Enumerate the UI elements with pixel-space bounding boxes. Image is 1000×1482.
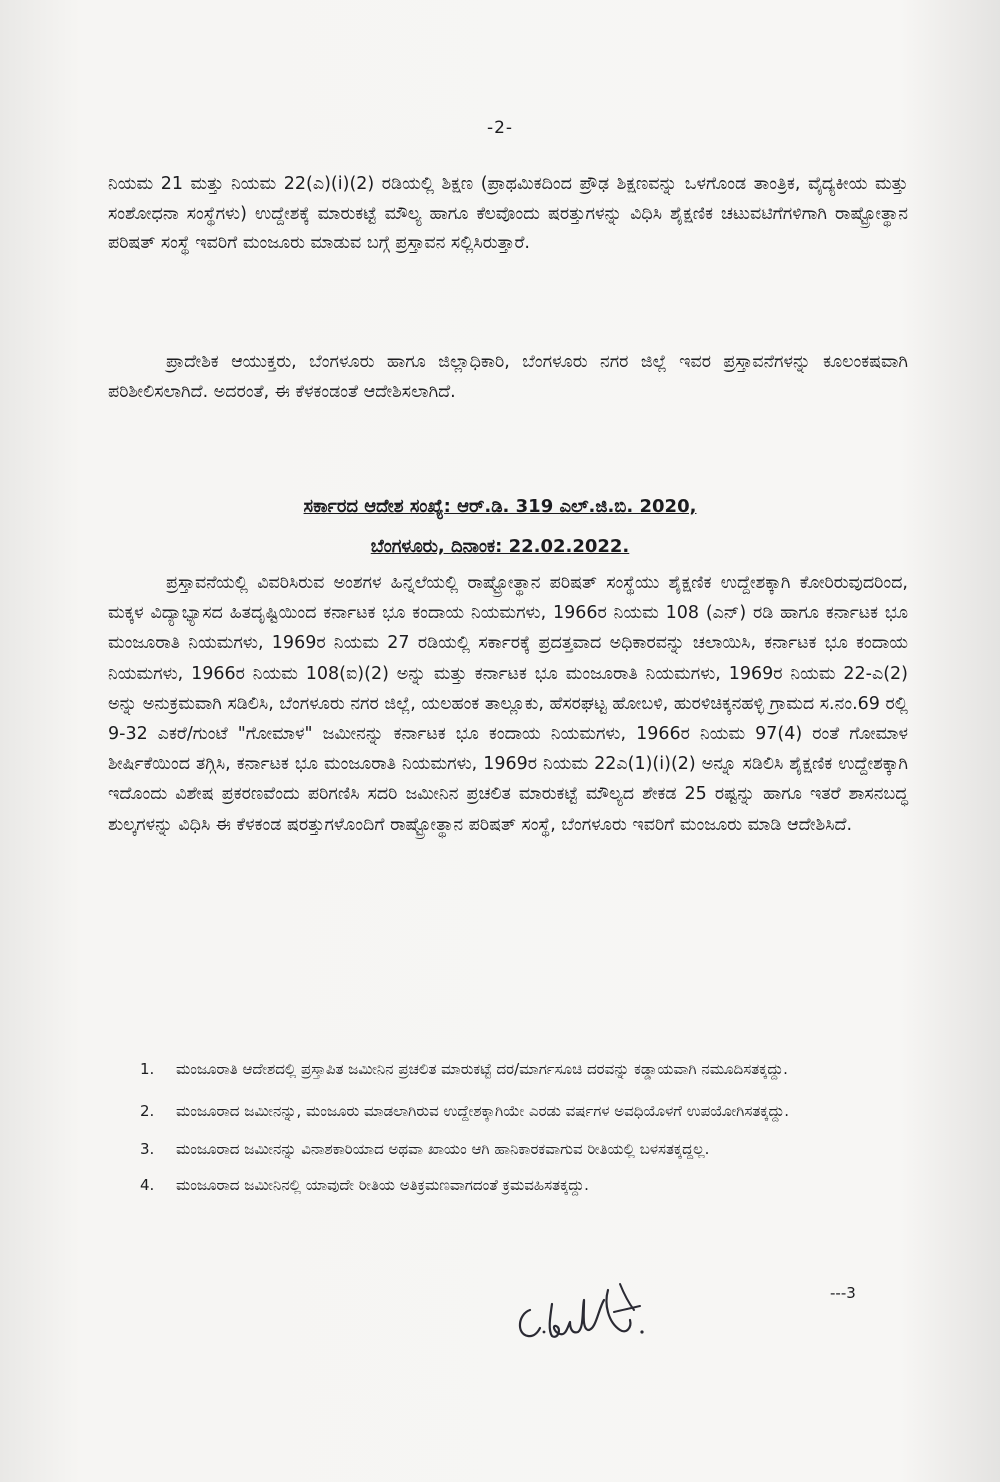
condition-number: 3. (140, 1140, 155, 1158)
list-item (140, 1138, 910, 1160)
intro-paragraph: ನಿಯಮ 21 ಮತ್ತು ನಿಯಮ 22(ಎ)(i)(2) ರಡಿಯಲ್ಲಿ ಶಿಕ್ಷಣ (ಪ್ರಾಥಮಿಕದಿಂದ ಪ್ರೌಢ ಶಿಕ್ಷಣವನ್ನು ಒಳಗೊಂಡ ತಾಂತ್ರಿಕ, ವೈದ್ಯಕೀಯ ಮತ್ತು ಸಂಶೋಧನಾ ಸಂಸ್ಥೆಗಳು) ಉದ್ದೇಶಕ್ಕೆ ಮಾರುಕಟ್ಟೆ ಮೌಲ್ಯ ಹಾಗೂ ಕೆಲವೊಂದು ಷರತ್ತುಗಳನ್ನು ವಿಧಿಸಿ ಶೈಕ್ಷಣಿಕ ಚಟುವಟಿಗೆಗಳಿಗಾಗಿ ರಾಷ್ಟ್ರೋತ್ಥಾನ ಪರಿಷತ್ ಸಂಸ್ಥೆ ಇವರಿಗೆ ಮಂಜೂರು ಮಾಡುವ ಬಗ್ಗೆ ಪ್ರಸ್ತಾವನ ಸಲ್ಲಿಸಿರುತ್ತಾರೆ. (108, 174, 908, 253)
handwritten-signature-icon (508, 1270, 688, 1360)
condition-number: 4. (140, 1176, 155, 1194)
condition-number: 1. (140, 1060, 155, 1078)
list-item (140, 1174, 910, 1196)
condition-text: ಮಂಜೂರಾದ ಜಮೀನನ್ನು ವಿನಾಶಕಾರಿಯಾದ ಅಥವಾ ಖಾಯಂ ಆಗಿ ಹಾನಿಕಾರಕವಾಗುವ ರೀತಿಯಲ್ಲಿ ಬಳಸತಕ್ಕದ್ದಲ್ಲ. (176, 1140, 710, 1158)
list-item (140, 1100, 910, 1122)
continued-marker: ---3 (830, 1284, 856, 1302)
condition-text: ಮಂಜೂರಾದ ಜಮೀನಿನಲ್ಲಿ ಯಾವುದೇ ರೀತಿಯ ಅತಿಕ್ರಮಣವಾಗದಂತೆ ಕ್ರಮವಹಿಸತಕ್ಕದ್ದು. (176, 1176, 589, 1194)
condition-number: 2. (140, 1102, 155, 1120)
list-item (140, 1058, 910, 1080)
page-number: -2- (486, 118, 514, 138)
review-paragraph: ಪ್ರಾದೇಶಿಕ ಆಯುಕ್ತರು, ಬೆಂಗಳೂರು ಹಾಗೂ ಜಿಲ್ಲಾಧಿಕಾರಿ, ಬೆಂಗಳೂರು ನಗರ ಜಿಲ್ಲೆ ಇವರ ಪ್ರಸ್ತಾವನೆಗಳನ್ನು ಕೂಲಂಕಷವಾಗಿ ಪರಿಶೀಲಿಸಲಾಗಿದೆ. ಅದರಂತೆ, ಈ ಕೆಳಕಂಡಂತೆ ಆದೇಶಿಸಲಾಗಿದೆ. (108, 352, 908, 402)
condition-text: ಮಂಜೂರಾತಿ ಆದೇಶದಲ್ಲಿ ಪ್ರಸ್ತಾಪಿತ ಜಮೀನಿನ ಪ್ರಚಲಿತ ಮಾರುಕಟ್ಟೆ ದರ/ಮಾರ್ಗಸೂಚಿ ದರವನ್ನು ಕಡ್ಡಾಯವಾಗಿ ನಮೂದಿಸತಕ್ಕದ್ದು. (176, 1060, 788, 1078)
conditions-list (140, 1058, 910, 1216)
order-number-heading: ಸರ್ಕಾರದ ಆದೇಶ ಸಂಖ್ಯೆ: ಆರ್.ಡಿ. 319 ಎಲ್.ಜಿ.ಬಿ. 2020, (303, 496, 697, 517)
order-date-heading: ಬೆಂಗಳೂರು, ದಿನಾಂಕ: 22.02.2022. (370, 536, 630, 557)
order-paragraph: ಪ್ರಸ್ತಾವನೆಯಲ್ಲಿ ವಿವರಿಸಿರುವ ಅಂಶಗಳ ಹಿನ್ನಲೆಯಲ್ಲಿ ರಾಷ್ಟ್ರೋತ್ಥಾನ ಪರಿಷತ್ ಸಂಸ್ಥೆಯು ಶೈಕ್ಷಣಿಕ ಉದ್ದೇಶಕ್ಕಾಗಿ ಕೋರಿರುವುದರಿಂದ, ಮಕ್ಕಳ ವಿದ್ಯಾಭ್ಯಾಸದ ಹಿತದೃಷ್ಟಿಯಿಂದ ಕರ್ನಾಟಕ ಭೂ ಕಂದಾಯ ನಿಯಮಗಳು, 1966ರ ನಿಯಮ 108 (ಎನ್) ರಡಿ ಹಾಗೂ ಕರ್ನಾಟಕ ಭೂ ಮಂಜೂರಾತಿ ನಿಯಮಗಳು, 1969ರ ನಿಯಮ 27 ರಡಿಯಲ್ಲಿ ಸರ್ಕಾರಕ್ಕೆ ಪ್ರದತ್ತವಾದ ಅಧಿಕಾರವನ್ನು ಚಲಾಯಿಸಿ, ಕರ್ನಾಟಕ ಭೂ ಕಂದಾಯ ನಿಯಮಗಳು, 1966ರ ನಿಯಮ 108(ಐ)(2) ಅನ್ನು ಮತ್ತು ಕರ್ನಾಟಕ ಭೂ ಮಂಜೂರಾತಿ ನಿಯಮಗಳು, 1969ರ ನಿಯಮ 22-ಎ(2) ಅನ್ನು ಅನುಕ್ರಮವಾಗಿ ಸಡಿಲಿಸಿ, ಬೆಂಗಳೂರು ನಗರ ಜಿಲ್ಲೆ, ಯಲಹಂಕ ತಾಲ್ಲೂಕು, ಹೆಸರಘಟ್ಟ ಹೋಬಳಿ, ಹುರಳಿಚಿಕ್ಕನಹಳ್ಳಿ ಗ್ರಾಮದ ಸ.ನಂ.69 ರಲ್ಲಿ 9-32 ಎಕರೆ/ಗುಂಟೆ "ಗೋಮಾಳ" ಜಮೀನನ್ನು ಕರ್ನಾಟಕ ಭೂ ಕಂದಾಯ ನಿಯಮಗಳು, 1966ರ ನಿಯಮ 97(4) ರಂತೆ ಗೋಮಾಳ ಶೀರ್ಷಿಕೆಯಿಂದ ತಗ್ಗಿಸಿ, ಕರ್ನಾಟಕ ಭೂ ಮಂಜೂರಾತಿ ನಿಯಮಗಳು, 1969ರ ನಿಯಮ 22ಎ(1)(i)(2) ಅನ್ನೂ ಸಡಿಲಿಸಿ ಶೈಕ್ಷಣಿಕ ಉದ್ದೇಶಕ್ಕಾಗಿ ಇದೊಂದು ವಿಶೇಷ ಪ್ರಕರಣವೆಂದು ಪರಿಗಣಿಸಿ ಸದರಿ ಜಮೀನಿನ ಪ್ರಚಲಿತ ಮಾರುಕಟ್ಟೆ ಮೌಲ್ಯದ ಶೇಕಡ 25 ರಷ್ಟನ್ನು ಹಾಗೂ ಇತರೆ ಶಾಸನಬದ್ಧ ಶುಲ್ಕಗಳನ್ನು ವಿಧಿಸಿ ಈ ಕೆಳಕಂಡ ಷರತ್ತುಗಳೊಂದಿಗೆ ರಾಷ್ಟ್ರೋತ್ಥಾನ ಪರಿಷತ್ ಸಂಸ್ಥೆ, ಬೆಂಗಳೂರು ಇವರಿಗೆ ಮಂಜೂರು ಮಾಡಿ ಆದೇಶಿಸಿದೆ. (108, 573, 908, 835)
condition-text: ಮಂಜೂರಾದ ಜಮೀನನ್ನು, ಮಂಜೂರು ಮಾಡಲಾಗಿರುವ ಉದ್ದೇಶಕ್ಕಾಗಿಯೇ ಎರಡು ವರ್ಷಗಳ ಅವಧಿಯೊಳಗೆ ಉಪಯೋಗಿಸತಕ್ಕದ್ದು. (176, 1102, 790, 1120)
